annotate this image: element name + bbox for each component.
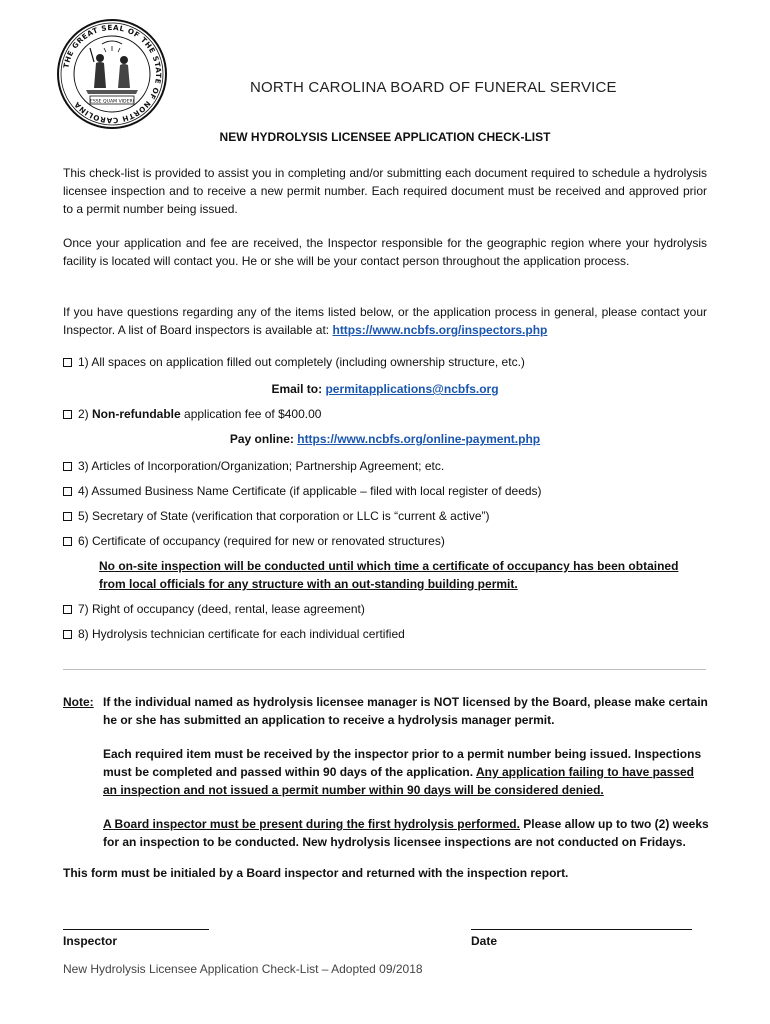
- denial-warning: Any application failing to have passed an inspection and not issued a permit number within 90 days will be considered denied.: [103, 765, 695, 797]
- checklist-item-5: [63, 508, 490, 524]
- inspector-signature-line[interactable]: [63, 929, 209, 930]
- checklist-item-7: [63, 601, 365, 617]
- inspector-presence-text: Please allow up to two (2) weeks for an inspection to be conducted. New hydrolysis licensee inspections are not conducted on Fridays.: [103, 817, 709, 849]
- checklist-item-3-label: 3) Articles of Incorporation/Organization; Partnership Agreement; etc.: [78, 459, 445, 473]
- checklist-item-5-label: 5) Secretary of State (verification that corporation or LLC is “current & active”): [78, 509, 490, 523]
- checklist-item-1: [63, 354, 525, 370]
- page-title: NEW HYDROLYSIS LICENSEE APPLICATION CHECK-LIST: [219, 130, 551, 144]
- intro-paragraph-1: This check-list is provided to assist you in completing and/or submitting each document required to schedule a hydrolysis licensee inspection and to receive a new permit number. Each required document must be received and approved prior to a permit number being issued.: [63, 166, 707, 216]
- footer-text: New Hydrolysis Licensee Application Check-List – Adopted 09/2018: [63, 962, 423, 976]
- checklist-item-2-prefix: 2): [78, 407, 93, 421]
- inspector-label: Inspector: [63, 934, 118, 948]
- checkbox-item-8[interactable]: [63, 630, 72, 639]
- checkbox-item-5[interactable]: [63, 512, 72, 521]
- inspection-deadline-note: [103, 745, 709, 799]
- checklist-item-4-label: 4) Assumed Business Name Certificate (if applicable – filed with local register of deeds): [78, 484, 542, 498]
- pay-online-label: Pay online:: [229, 432, 298, 446]
- intro-paragraph-2: Once your application and fee are received, the Inspector responsible for the geographic region where your hydrolysis facility is located will contact you. He or she will be your contact person throughout the application process.: [63, 236, 707, 268]
- checkbox-item-6[interactable]: [63, 537, 72, 546]
- checklist-item-3: [63, 458, 444, 474]
- inspection-deadline-text: Each required item must be received by the inspector prior to a permit number being issued. Inspections must be completed and passed within 90 days of the application.: [103, 747, 702, 779]
- checkbox-item-2[interactable]: [63, 410, 72, 419]
- checklist-item-7-label: 7) Right of occupancy (deed, rental, lease agreement): [78, 602, 365, 616]
- checkbox-item-4[interactable]: [63, 487, 72, 496]
- occupancy-warning: No on-site inspection will be conducted until which time a certificate of occupancy has been obtained from local officials for any structure with an out-standing building permit.: [99, 559, 679, 591]
- date-signature-line[interactable]: [471, 929, 692, 930]
- checkbox-item-7[interactable]: [63, 605, 72, 614]
- checklist-item-8: [63, 626, 405, 642]
- checkbox-item-1[interactable]: [63, 358, 72, 367]
- initial-instruction: This form must be initialed by a Board inspector and returned with the inspection report.: [63, 866, 569, 880]
- checklist-item-8-label: 8) Hydrolysis technician certificate for each individual certified: [78, 627, 405, 641]
- email-line: [0, 382, 770, 396]
- note-text: If the individual named as hydrolysis licensee manager is NOT licensed by the Board, please make certain he or she has submitted an application to receive a hydrolysis manager permit.: [103, 695, 708, 727]
- intro-paragraph-3-text: If you have questions regarding any of the items listed below, or the application process in general, please contact your Inspector. A list of Board inspectors is available at:: [63, 305, 707, 337]
- date-label: Date: [471, 934, 498, 948]
- note-label: Note:: [63, 695, 94, 709]
- checklist-item-2: [63, 406, 321, 422]
- checklist-item-2-rest: application fee of $400.00: [180, 407, 322, 421]
- pay-online-line: [0, 432, 770, 446]
- email-link[interactable]: permitapplications@ncbfs.org: [325, 382, 499, 396]
- inspector-presence-warning: A Board inspector must be present during the first hydrolysis performed.: [103, 817, 520, 831]
- state-seal-icon: [56, 18, 168, 130]
- inspectors-link[interactable]: https://www.ncbfs.org/inspectors.php: [332, 323, 548, 337]
- inspector-presence-note: [103, 815, 709, 851]
- non-refundable-label: Non-refundable: [92, 407, 181, 421]
- checklist-item-4: [63, 483, 542, 499]
- intro-paragraph-3: [63, 303, 707, 339]
- svg-text:THE GREAT SEAL OF THE STATE OF: THE GREAT SEAL OF THE STATE OF NORTH CAROLINA: [61, 22, 164, 126]
- email-label: Email to:: [271, 382, 326, 396]
- checklist-item-6: [63, 533, 445, 549]
- payment-link[interactable]: https://www.ncbfs.org/online-payment.php: [297, 432, 541, 446]
- organization-name: NORTH CAROLINA BOARD OF FUNERAL SERVICE: [250, 79, 617, 96]
- divider: [63, 669, 706, 670]
- checkbox-item-3[interactable]: [63, 462, 72, 471]
- svg-text:ESSE QUAM VIDERI: ESSE QUAM VIDERI: [89, 99, 135, 105]
- checklist-item-6-label: 6) Certificate of occupancy (required for new or renovated structures): [78, 534, 445, 548]
- checklist-item-1-label: 1) All spaces on application filled out completely (including ownership structure, etc.): [78, 355, 525, 369]
